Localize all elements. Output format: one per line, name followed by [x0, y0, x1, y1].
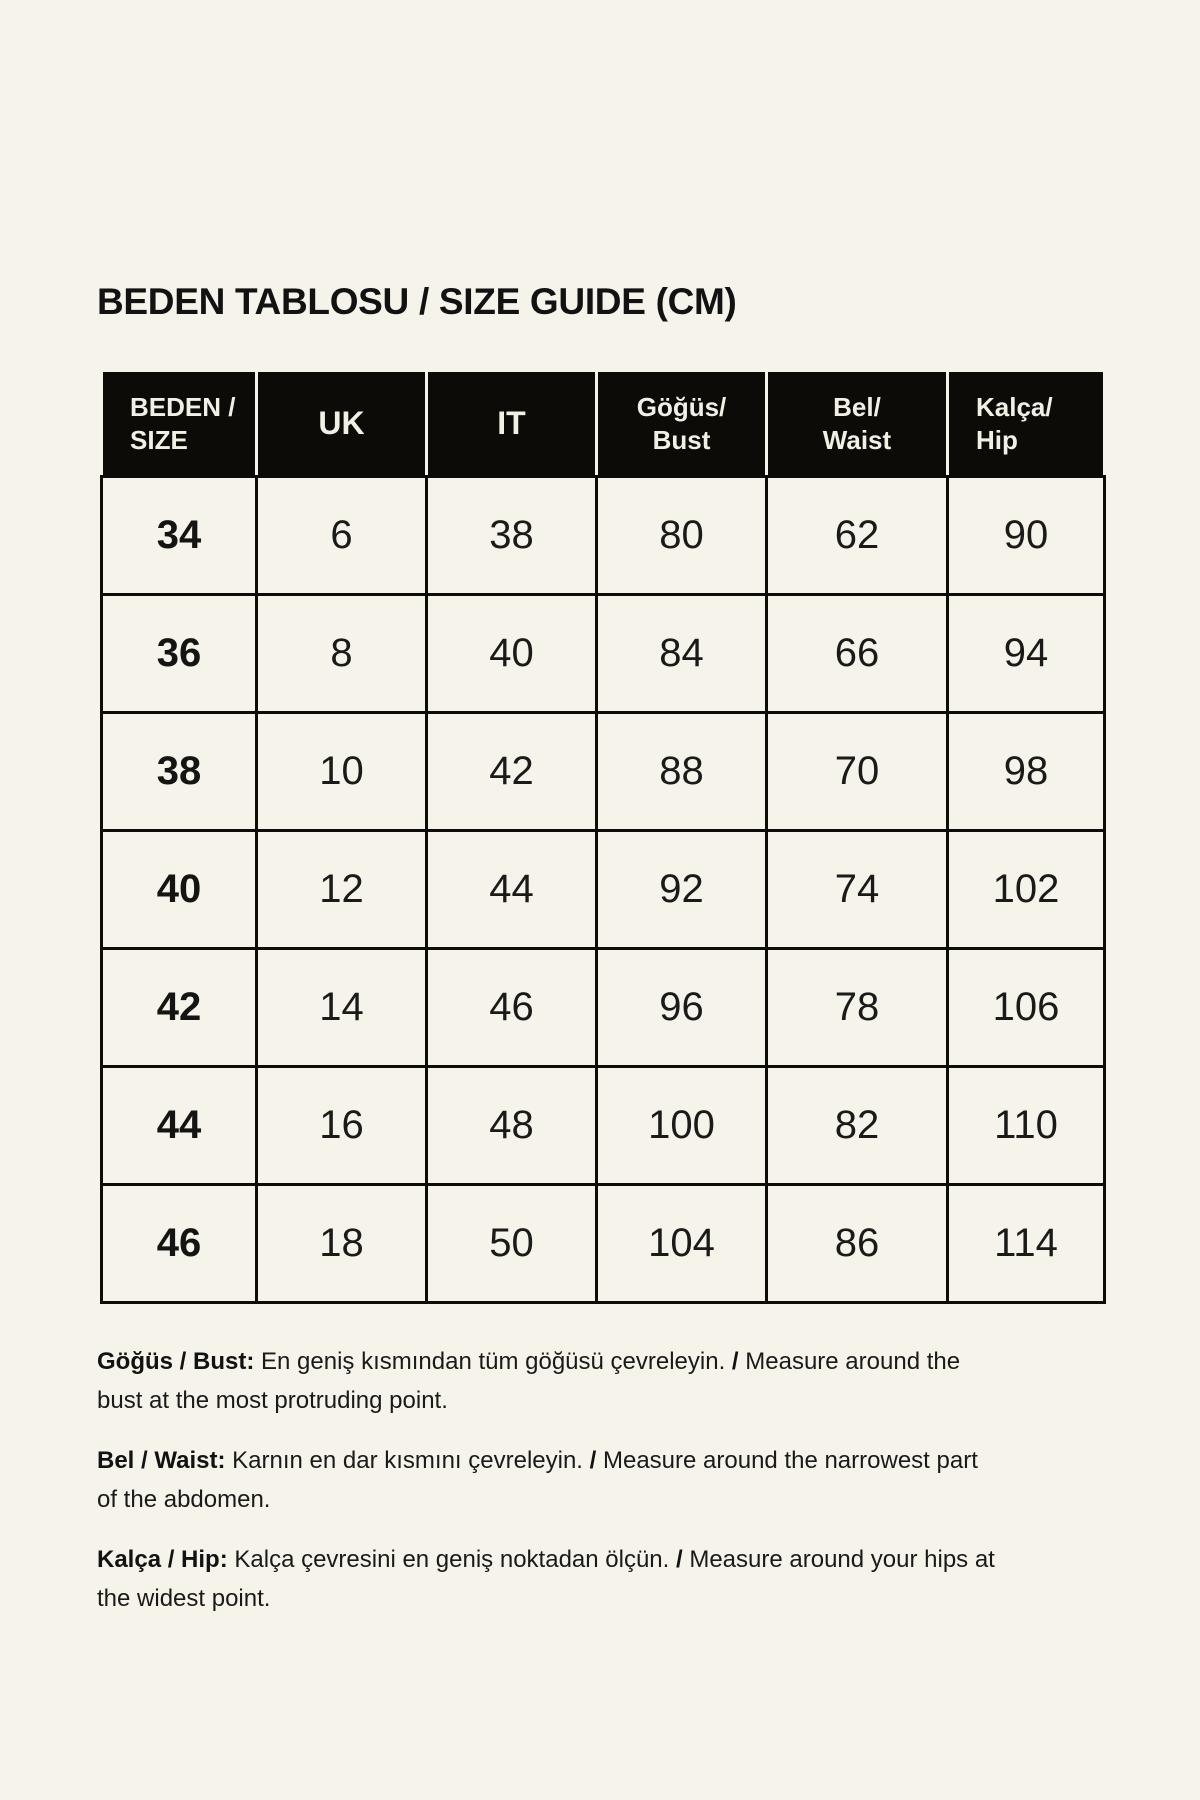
- note-text-tr: En geniş kısmından tüm göğüsü çevreleyin.: [261, 1348, 726, 1375]
- header-cell-uk: [257, 371, 427, 477]
- table-row-38: [102, 713, 1105, 831]
- cell-waist: 70: [767, 713, 948, 831]
- cell-hip: 110: [948, 1067, 1105, 1185]
- note-waist: [97, 1441, 1003, 1519]
- cell-waist: 62: [767, 477, 948, 595]
- cell-hip: 102: [948, 831, 1105, 949]
- cell-uk: 10: [257, 713, 427, 831]
- header-label: Bel/: [833, 391, 881, 422]
- cell-size: 36: [102, 595, 257, 713]
- cell-size: 42: [102, 949, 257, 1067]
- cell-size: 34: [102, 477, 257, 595]
- header-label: BEDEN /: [130, 391, 236, 422]
- note-separator: /: [676, 1546, 683, 1573]
- cell-it: 38: [427, 477, 597, 595]
- cell-waist: 86: [767, 1185, 948, 1303]
- cell-uk: 6: [257, 477, 427, 595]
- cell-bust: 92: [597, 831, 767, 949]
- cell-bust: 100: [597, 1067, 767, 1185]
- measurement-notes: [97, 1342, 1003, 1639]
- header-label: Waist: [822, 424, 892, 455]
- cell-waist: 82: [767, 1067, 948, 1185]
- cell-bust: 84: [597, 595, 767, 713]
- cell-uk: 18: [257, 1185, 427, 1303]
- cell-hip: 106: [948, 949, 1105, 1067]
- cell-hip: 98: [948, 713, 1105, 831]
- cell-bust: 80: [597, 477, 767, 595]
- header-label: Hip: [976, 424, 1018, 455]
- header-cell-hip: [948, 371, 1105, 477]
- note-label: Göğüs / Bust:: [97, 1348, 255, 1375]
- header-label: UK: [318, 405, 365, 441]
- header-row: [102, 371, 1105, 477]
- table-row-46: [102, 1185, 1105, 1303]
- table-row-40: [102, 831, 1105, 949]
- table-row-42: [102, 949, 1105, 1067]
- size-guide-table: [100, 369, 1106, 1304]
- cell-hip: 90: [948, 477, 1105, 595]
- note-bust: [97, 1342, 1003, 1420]
- cell-hip: 114: [948, 1185, 1105, 1303]
- cell-bust: 88: [597, 713, 767, 831]
- note-label: Kalça / Hip:: [97, 1546, 228, 1573]
- note-separator: /: [589, 1447, 597, 1474]
- cell-uk: 14: [257, 949, 427, 1067]
- header-cell-size: [102, 371, 257, 477]
- header-cell-it: [427, 371, 597, 477]
- header-cell-waist: [767, 371, 948, 477]
- header-cell-bust: [597, 371, 767, 477]
- cell-size: 44: [102, 1067, 257, 1185]
- cell-hip: 94: [948, 595, 1105, 713]
- cell-size: 46: [102, 1185, 257, 1303]
- cell-waist: 66: [767, 595, 948, 713]
- cell-it: 46: [427, 949, 597, 1067]
- cell-bust: 96: [597, 949, 767, 1067]
- note-text-en: Measure around your hips at the widest point.: [97, 1546, 995, 1612]
- note-text-tr: Kalça çevresini en geniş noktadan ölçün.: [234, 1546, 670, 1573]
- header-label: Göğüs/: [636, 391, 727, 422]
- page-title: BEDEN TABLOSU / SIZE GUIDE (CM): [97, 281, 737, 322]
- note-text-en: Measure around the bust at the most protruding point.: [97, 1348, 961, 1414]
- note-hip: [97, 1540, 1003, 1618]
- table-row-34: [102, 477, 1105, 595]
- header-label: Bust: [652, 424, 711, 455]
- note-text-en: Measure around the narrowest part of the abdomen.: [97, 1447, 978, 1513]
- note-text-tr: Karnın en dar kısmını çevreleyin.: [232, 1447, 583, 1474]
- header-label: Kalça/: [976, 391, 1053, 422]
- cell-it: 44: [427, 831, 597, 949]
- note-label: Bel / Waist:: [97, 1447, 226, 1474]
- header-label: IT: [497, 405, 526, 441]
- table-row-44: [102, 1067, 1105, 1185]
- note-separator: /: [731, 1348, 739, 1375]
- cell-bust: 104: [597, 1185, 767, 1303]
- cell-it: 48: [427, 1067, 597, 1185]
- cell-waist: 74: [767, 831, 948, 949]
- cell-waist: 78: [767, 949, 948, 1067]
- cell-uk: 12: [257, 831, 427, 949]
- table-row-36: [102, 595, 1105, 713]
- cell-uk: 16: [257, 1067, 427, 1185]
- cell-uk: 8: [257, 595, 427, 713]
- cell-it: 42: [427, 713, 597, 831]
- header-label: SIZE: [130, 424, 188, 455]
- cell-it: 40: [427, 595, 597, 713]
- cell-size: 40: [102, 831, 257, 949]
- cell-it: 50: [427, 1185, 597, 1303]
- cell-size: 38: [102, 713, 257, 831]
